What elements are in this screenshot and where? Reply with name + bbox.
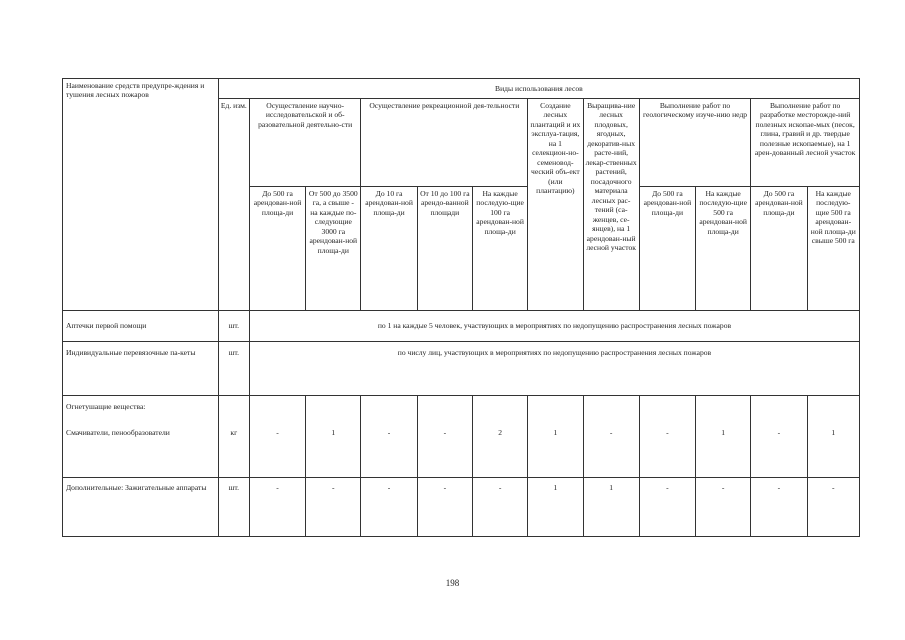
table-row bbox=[63, 342, 860, 396]
fire-equipment-norms-table bbox=[62, 78, 860, 537]
table-cell: - bbox=[472, 478, 527, 537]
group-header-plantations: Создание лесных плантаций и их эксплуа-тация, на 1 селекцион-но-семеновод-ческий объ-ект (или плантацию) bbox=[528, 99, 583, 311]
row-unit: шт. bbox=[218, 342, 249, 396]
row-span-text: по 1 на каждые 5 человек, участвующих в мероприятиях по недопущению распространения лесных пожаров bbox=[249, 311, 859, 342]
table-cell: - bbox=[639, 478, 695, 537]
subheader-research-1: До 500 га арендован-ной площа-ди bbox=[249, 187, 305, 311]
subheader-mining-1: До 500 га арендован-ной площа-ди bbox=[751, 187, 807, 311]
subheader-recreation-3: На каждые последую-щие 100 га арендован-ной площа-ди bbox=[472, 187, 527, 311]
subheader-recreation-2: От 10 до 100 га арендо-ванной площади bbox=[417, 187, 472, 311]
table-section-row bbox=[63, 396, 860, 418]
row-unit: шт. bbox=[218, 311, 249, 342]
table-cell: - bbox=[417, 478, 472, 537]
table-cell: - bbox=[751, 418, 807, 478]
subheader-recreation-1: До 10 га арендован-ной площа-ди bbox=[361, 187, 417, 311]
section-label: Огнетушащие вещества: bbox=[63, 396, 219, 418]
table-cell: 1 bbox=[583, 478, 639, 537]
subheader-research-2: От 500 до 3500 га, а свыше - на каждые по-следующие 3000 га арендован-ной площа-ди bbox=[306, 187, 361, 311]
table-row bbox=[63, 478, 860, 537]
page-number: 198 bbox=[445, 578, 460, 588]
table-cell: 1 bbox=[306, 418, 361, 478]
table-cell: - bbox=[583, 418, 639, 478]
row-name: Индивидуальные перевязочные па-кеты bbox=[63, 342, 219, 396]
table-row bbox=[63, 418, 860, 478]
table-cell: 2 bbox=[472, 418, 527, 478]
row-unit: шт. bbox=[218, 478, 249, 537]
group-header-research: Осуществление научно-исследовательской и об-разовательной деятельно-сти bbox=[249, 99, 361, 187]
row-name: Дополнительные: Зажигательные аппараты bbox=[63, 478, 219, 537]
subheader-geology-1: До 500 га арендован-ной площа-ди bbox=[639, 187, 695, 311]
table-cell: - bbox=[249, 418, 305, 478]
row-name: Аптечки первой помощи bbox=[63, 311, 219, 342]
table-cell: - bbox=[361, 418, 417, 478]
subheader-geology-2: На каждые последую-щие 500 га арендован-ной площа-ди bbox=[696, 187, 751, 311]
row-name: Смачиватели, пенообразователи bbox=[63, 418, 219, 478]
table-cell: - bbox=[807, 478, 859, 537]
group-header-cultivation: Выращива-ние лесных плодовых, ягодных, декоратив-ных расте-ний, лекар-ственных растений, посадочного материала лесных рас-тений (са-женцев, се-янцев), на 1 арендован-ный лесной участок bbox=[583, 99, 639, 311]
row-span-text: по числу лиц, участвующих в мероприятиях по недопущению распространения лесных пожаров bbox=[249, 342, 859, 396]
corner-header: Наименование средств предупре-ждения и тушения лесных пожаров bbox=[63, 79, 219, 311]
table-cell: 1 bbox=[528, 418, 583, 478]
table-cell: - bbox=[417, 418, 472, 478]
row-unit: кг bbox=[218, 418, 249, 478]
table-row bbox=[63, 311, 860, 342]
group-header-geology: Выполнение работ по геологическому изуче-нию недр bbox=[639, 99, 751, 187]
group-header-mining: Выполнение работ по разработке месторожде-ний полезных ископае-мых (песок, глина, гравий и др. твердые полезные ископаемые), на 1 арен-дованный лесной участок bbox=[751, 99, 860, 187]
table-cell: - bbox=[306, 478, 361, 537]
main-header: Виды использования лесов bbox=[218, 79, 859, 99]
table-cell: - bbox=[696, 478, 751, 537]
table-cell: - bbox=[361, 478, 417, 537]
table-cell: - bbox=[249, 478, 305, 537]
group-header-recreation: Осуществление рекреационной дея-тельности bbox=[361, 99, 528, 187]
unit-header: Ед. изм. bbox=[218, 99, 249, 311]
table-cell: 1 bbox=[696, 418, 751, 478]
table-cell: - bbox=[639, 418, 695, 478]
subheader-mining-2: На каждые последую-щие 500 га арендован-ной площа-ди свыше 500 га bbox=[807, 187, 859, 311]
table-cell: 1 bbox=[528, 478, 583, 537]
table-cell: - bbox=[751, 478, 807, 537]
table-cell: 1 bbox=[807, 418, 859, 478]
